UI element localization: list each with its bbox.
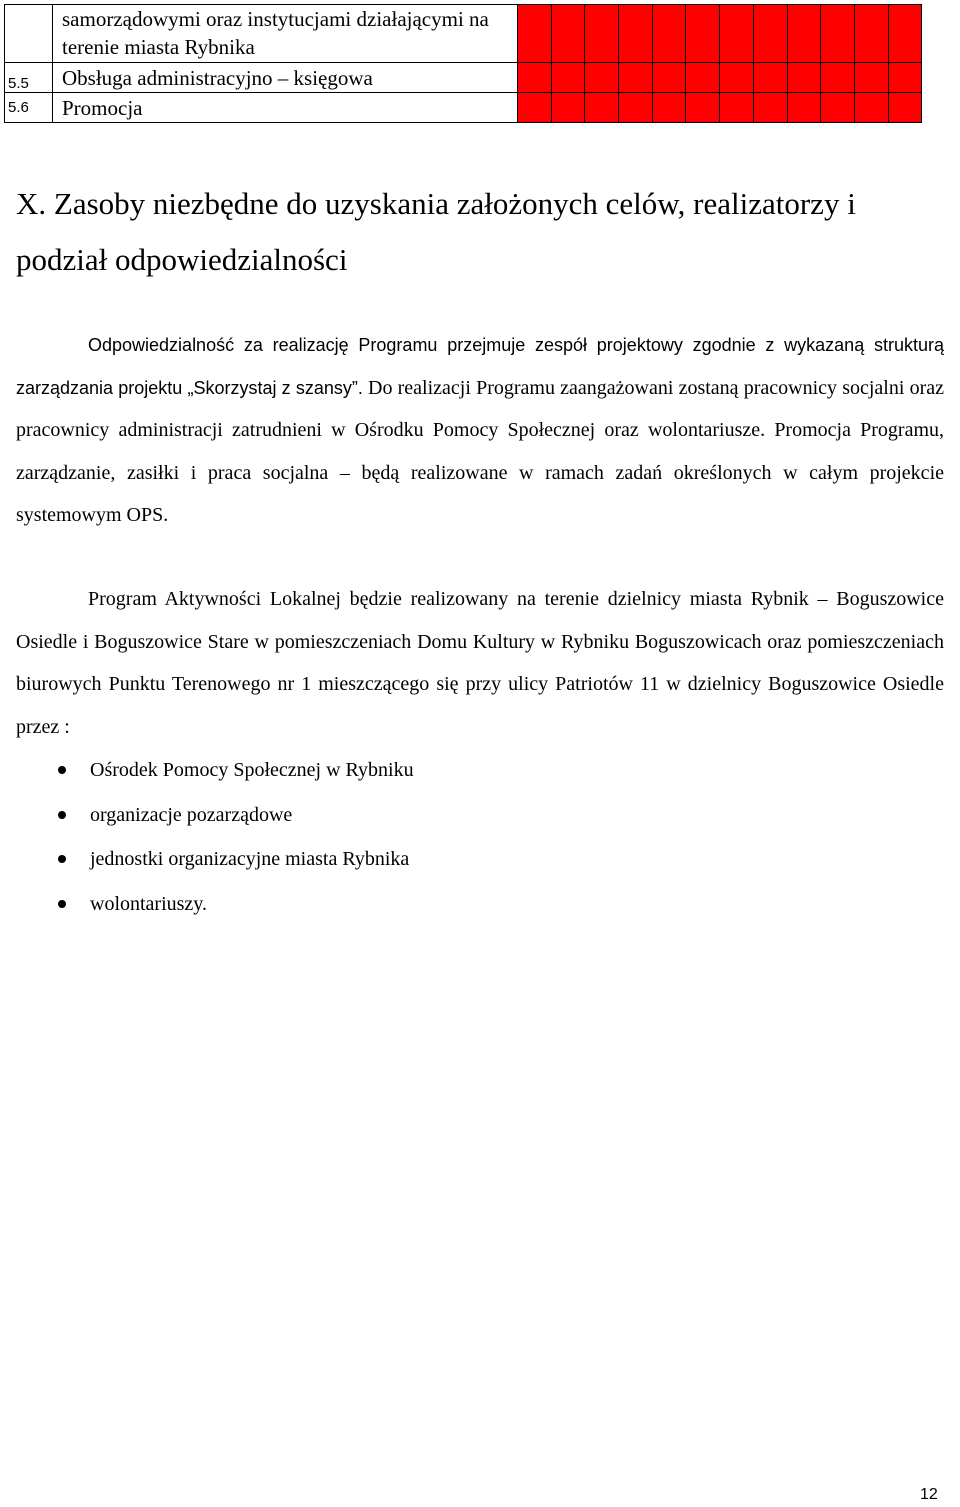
schedule-cell [888,5,922,63]
table-row [5,5,922,63]
table-row [5,63,922,93]
page-number: 12 [920,1486,938,1503]
schedule-cell [619,5,653,63]
bullet-icon [58,766,66,774]
schedule-cell [854,93,888,123]
schedule-cell [753,63,787,93]
section-heading: X. Zasoby niezbędne do uzyskania założonych celów, realizatorzy i podział odpowiedzialności [16,186,856,277]
row-number [5,5,53,63]
bullet-icon [58,811,66,819]
list-item-label: Ośrodek Pomocy Społecznej w Rybniku [90,759,414,781]
schedule-table [4,4,922,123]
list-item-label: jednostki organizacyjne miasta Rybnika [90,848,410,870]
schedule-cell [787,5,821,63]
schedule-cell [821,93,855,123]
list-item [0,882,414,927]
list-item-label: wolontariuszy. [90,892,208,915]
row-label: Obsługa administracyjno – księgowa [53,63,518,93]
schedule-cell [585,63,619,93]
row-number: 5.5 [5,63,53,93]
schedule-cell [518,93,552,123]
list-item [0,837,414,882]
schedule-cell [551,5,585,63]
bullet-icon [58,855,66,863]
schedule-cell [686,63,720,93]
schedule-cell [753,93,787,123]
list-item [0,748,414,793]
location-paragraph [16,578,944,748]
row-number: 5.6 [5,93,53,123]
responsibility-paragraph [16,324,944,537]
row-label: Promocja [53,93,518,123]
schedule-cell [821,5,855,63]
schedule-cell [652,5,686,63]
schedule-cell [585,93,619,123]
paragraph-sentence-3: Promocja Programu, zarządzanie, zasiłki i praca socjalna – będą realizowane w ramach zadań określonych w całym projekcie systemowym OPS. [16,419,944,526]
implementers-list [0,748,414,926]
schedule-cell [551,93,585,123]
schedule-cell [753,5,787,63]
schedule-cell [652,63,686,93]
schedule-cell [652,93,686,123]
schedule-cell [854,63,888,93]
paragraph-sentence-1: Odpowiedzialność za realizację Programu przejmuje zespół projektowy zgodnie z wykazaną strukturą zarządzania projektu „Skorzystaj z szansy”. [16,335,944,398]
list-item [0,793,414,838]
schedule-cell [720,63,754,93]
schedule-cell [585,5,619,63]
schedule-cell [787,93,821,123]
list-item-label: organizacje pozarządowe [90,803,293,826]
schedule-cell [821,63,855,93]
schedule-cell [888,93,922,123]
schedule-cell [686,5,720,63]
row-label: samorządowymi oraz instytucjami działającymi na terenie miasta Rybnika [53,5,518,63]
schedule-cell [619,93,653,123]
schedule-cell [720,93,754,123]
table-row [5,93,922,123]
location-text: Program Aktywności Lokalnej będzie realizowany na terenie dzielnicy miasta Rybnik – Boguszowice Osiedle i Boguszowice Stare w pomieszczeniach Domu Kultury w Rybniku Boguszowicach oraz pomieszczeniach biurowych Punktu Terenowego nr 1 mieszczącego się przy ulicy Patriotów 11 w dzielnicy Boguszowice Osiedle przez : [16,588,944,738]
schedule-cell [686,93,720,123]
schedule-cell [787,63,821,93]
paragraph-sentence-2: Do realizacji Programu zaangażowani zostaną pracownicy socjalni oraz pracownicy administracji zatrudnieni w Ośrodku Pomocy Społecznej oraz wolontariusze. [16,376,944,441]
bullet-icon [58,900,66,908]
schedule-cell [854,5,888,63]
schedule-cell [551,63,585,93]
schedule-cell [518,5,552,63]
schedule-cell [518,63,552,93]
schedule-cell [619,63,653,93]
schedule-cell [888,63,922,93]
schedule-cell [720,5,754,63]
